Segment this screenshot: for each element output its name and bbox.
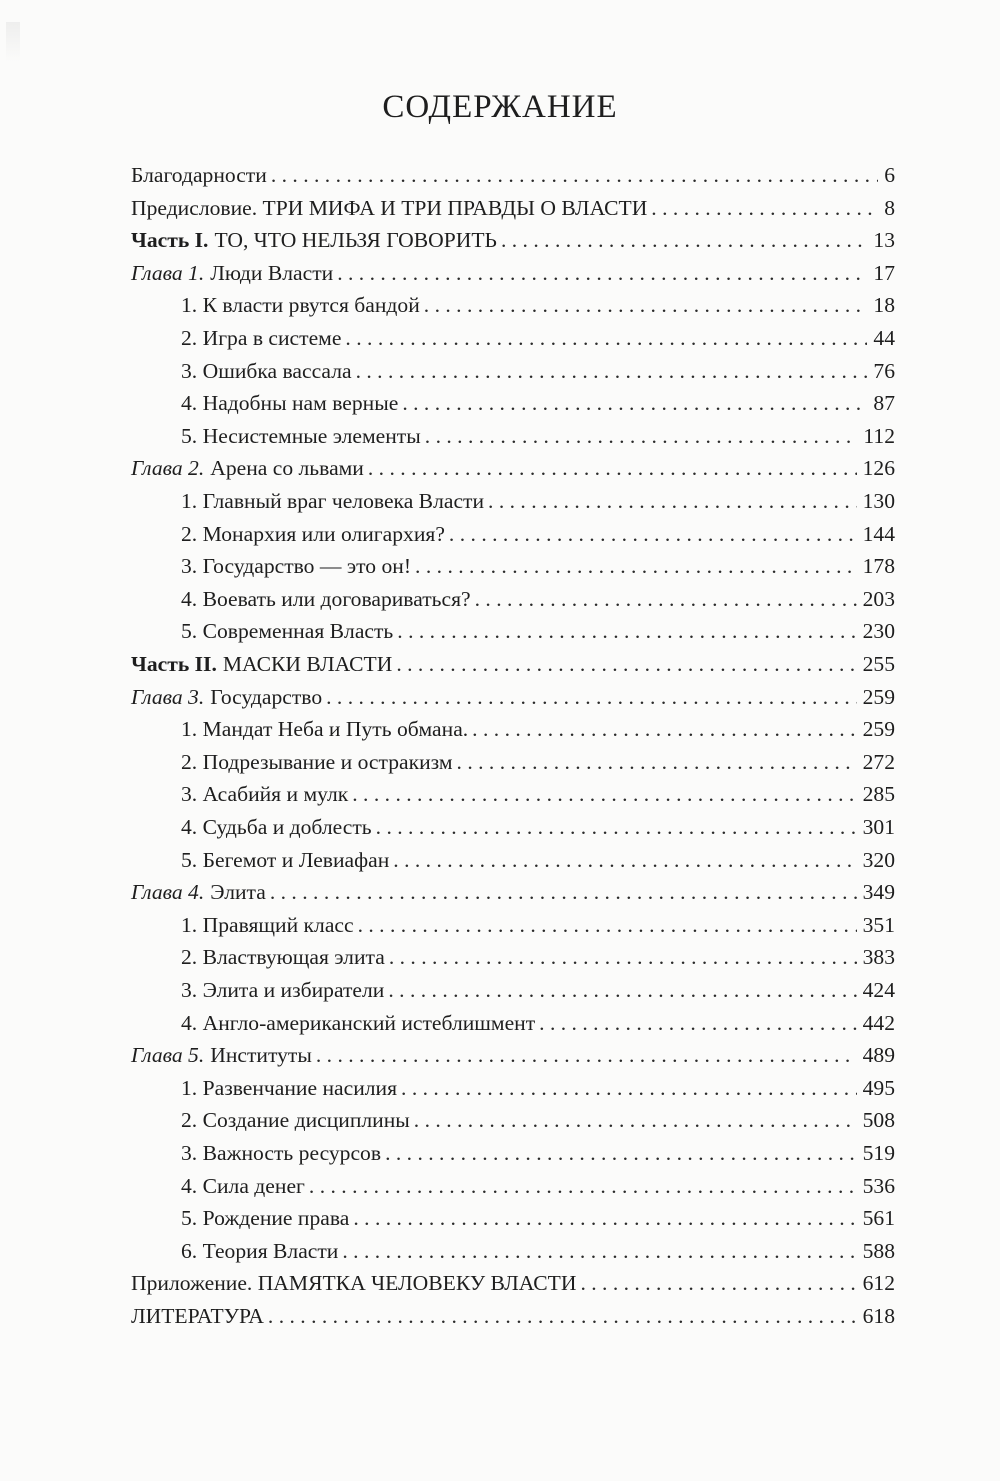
toc-entry-title: Предисловие. ТРИ МИФА И ТРИ ПРАВДЫ О ВЛАСТИ <box>131 195 648 220</box>
part-label: Часть I. <box>131 228 209 253</box>
toc-entry <box>131 158 895 192</box>
toc-entry-title: 5. Современная Власть <box>181 619 394 644</box>
dot-leader <box>388 973 856 1007</box>
toc-entry-page-number: 495 <box>862 1075 895 1100</box>
toc-entry <box>181 517 895 551</box>
dot-leader <box>457 745 857 779</box>
dot-leader <box>501 223 867 257</box>
toc-entry-title: 1. Главный враг человека Власти <box>181 489 485 513</box>
toc-entry-page-number: 320 <box>862 847 895 872</box>
toc-entry <box>181 1169 895 1203</box>
dot-leader <box>316 1038 857 1072</box>
toc-entry <box>131 256 895 290</box>
toc-entry-title: 4. Судьба и доблесть <box>181 815 372 839</box>
toc-entry <box>181 288 895 322</box>
toc-entry <box>181 810 895 844</box>
toc-entry <box>131 1266 895 1300</box>
toc-entry-title: ТО, ЧТО НЕЛЬЗЯ ГОВОРИТЬ <box>214 228 497 253</box>
toc-entry <box>181 712 895 746</box>
toc-entry <box>181 484 895 518</box>
dot-leader <box>396 647 856 681</box>
toc-entry-page-number: 6 <box>884 163 895 187</box>
toc-entry-page-number: 612 <box>862 1271 895 1296</box>
toc-entry-title: 2. Монархия или олигархия? <box>181 521 445 546</box>
toc-entry-title: 2. Подрезывание и остракизм <box>181 749 453 774</box>
toc-entry-page-number: 272 <box>862 749 895 774</box>
toc-entry-title: 5. Бегемот и Левиафан <box>181 847 390 872</box>
toc-entry <box>181 940 895 974</box>
dot-leader <box>352 777 856 811</box>
toc-entry-page-number: 44 <box>873 326 895 350</box>
toc-entry-page-number: 17 <box>873 260 895 285</box>
toc-entry <box>131 223 895 257</box>
dot-leader <box>475 582 857 616</box>
toc-entry-page-number: 508 <box>862 1108 895 1133</box>
toc-entry-page-number: 561 <box>862 1206 895 1231</box>
toc-entry-page-number: 259 <box>862 684 895 709</box>
toc-entry-title: 5. Рождение права <box>181 1206 350 1231</box>
dot-leader <box>472 712 856 746</box>
toc-entry-page-number: 588 <box>862 1238 895 1263</box>
dot-leader <box>651 191 878 225</box>
toc-entry-page-number: 144 <box>862 521 895 546</box>
chapter-label: Глава 5. <box>131 1043 205 1068</box>
dot-leader <box>337 256 867 290</box>
toc-entry-title: 1. Правящий класс <box>181 912 354 937</box>
dot-leader <box>415 549 857 583</box>
toc-entry <box>131 1038 895 1072</box>
toc-entry-page-number: 87 <box>873 391 895 416</box>
toc-entry-page-number: 203 <box>862 586 895 611</box>
toc-entry-title: Приложение. ПАМЯТКА ЧЕЛОВЕКУ ВЛАСТИ <box>131 1271 577 1296</box>
toc-entry-page-number: 18 <box>873 293 895 318</box>
chapter-label: Глава 1. <box>131 260 205 285</box>
page-title: СОДЕРЖАНИЕ <box>382 89 618 125</box>
toc-entry-page-number: 536 <box>862 1173 895 1198</box>
toc-entry-title: 1. К власти рвутся бандой <box>181 293 420 318</box>
toc-entry-title: 5. Несистемные элементы <box>181 423 421 448</box>
dot-leader <box>345 321 867 355</box>
toc-entry-title: МАСКИ ВЛАСТИ <box>222 652 393 676</box>
dot-leader <box>414 1103 857 1137</box>
dot-leader <box>449 517 857 551</box>
dot-leader <box>385 1136 857 1170</box>
toc-entry-page-number: 424 <box>862 978 895 1002</box>
toc-entry <box>181 1234 895 1268</box>
dot-leader <box>393 843 856 877</box>
dot-leader <box>358 908 857 942</box>
toc-entry <box>181 1201 895 1235</box>
chapter-label: Глава 3. <box>131 684 205 709</box>
toc-entry-title: 4. Надобны нам верные <box>181 391 399 416</box>
toc-entry <box>181 973 895 1007</box>
toc-entry-title: Люди Власти <box>210 260 334 285</box>
toc-entry-page-number: 130 <box>862 489 895 513</box>
toc-entry <box>181 908 895 942</box>
dot-leader <box>424 288 868 322</box>
dot-leader <box>326 680 856 714</box>
toc-entry-title: 3. Элита и избиратели <box>181 978 385 1002</box>
toc-entry-page-number: 178 <box>862 554 895 579</box>
toc-entry-page-number: 76 <box>873 358 895 383</box>
toc-entry <box>181 1103 895 1137</box>
dot-leader <box>389 940 857 974</box>
toc-entry-title: 2. Создание дисциплины <box>181 1108 410 1133</box>
toc-entry-title: Элита <box>210 880 266 905</box>
toc-entry-page-number: 126 <box>862 456 895 481</box>
toc-entry-title: 2. Игра в системе <box>181 326 342 350</box>
toc-entry <box>131 1299 895 1333</box>
dot-leader <box>425 419 858 453</box>
part-label: Часть II. <box>131 652 217 676</box>
toc-entry <box>181 354 895 388</box>
toc-entry <box>131 191 895 225</box>
toc-entry-page-number: 112 <box>863 423 895 448</box>
toc-entry-page-number: 8 <box>884 195 895 220</box>
toc-entry-title: 4. Сила денег <box>181 1173 305 1198</box>
toc-entry-title: 1. Мандат Неба и Путь обмана. <box>181 717 469 742</box>
toc-entry-title: ЛИТЕРАТУРА <box>131 1304 264 1328</box>
toc-entry <box>181 549 895 583</box>
toc-entry <box>181 321 895 355</box>
toc-entry-title: Институты <box>210 1043 312 1068</box>
toc-entry <box>131 680 895 714</box>
dot-leader <box>270 875 857 909</box>
toc-entry <box>181 582 895 616</box>
page-edge-shadow <box>6 22 20 62</box>
toc-entry-page-number: 489 <box>862 1043 895 1068</box>
toc-entry <box>181 1006 895 1040</box>
dot-leader <box>342 1234 856 1268</box>
toc-entry-page-number: 301 <box>862 815 895 839</box>
toc-entry <box>131 647 895 681</box>
dot-leader <box>488 484 857 518</box>
toc-entry <box>131 451 895 485</box>
dot-leader <box>353 1201 856 1235</box>
toc-entry-page-number: 255 <box>862 652 895 676</box>
dot-leader <box>368 451 857 485</box>
toc-entry-page-number: 442 <box>862 1010 895 1035</box>
toc-entry <box>181 614 895 648</box>
toc-entry-page-number: 618 <box>862 1304 895 1328</box>
toc-entry <box>181 777 895 811</box>
toc-entry-page-number: 259 <box>862 717 895 742</box>
dot-leader <box>376 810 857 844</box>
toc-entry-page-number: 285 <box>862 782 895 807</box>
dot-leader <box>309 1169 857 1203</box>
toc-entry <box>181 1071 895 1105</box>
toc-entry-title: 2. Властвующая элита <box>181 945 385 970</box>
toc-entry-title: 3. Асабийя и мулк <box>181 782 349 807</box>
dot-leader <box>539 1006 856 1040</box>
toc-entry <box>181 419 895 453</box>
toc-entry <box>181 745 895 779</box>
toc-entry-title: 3. Ошибка вассала <box>181 358 352 383</box>
toc-entry-page-number: 230 <box>862 619 895 644</box>
toc-entry <box>131 875 895 909</box>
dot-leader <box>580 1266 856 1300</box>
toc-entry-title: Благодарности <box>131 163 267 187</box>
toc-entry-page-number: 13 <box>873 228 895 253</box>
toc-entry-title: 6. Теория Власти <box>181 1238 339 1263</box>
toc-entry <box>181 1136 895 1170</box>
chapter-label: Глава 2. <box>131 456 205 481</box>
toc-entry-page-number: 519 <box>862 1141 895 1165</box>
toc-entry-title: 3. Важность ресурсов <box>181 1141 382 1165</box>
toc-entry <box>181 843 895 877</box>
toc-entry-title: 1. Развенчание насилия <box>181 1075 398 1100</box>
dot-leader <box>356 354 868 388</box>
toc-entry-title: Арена со львами <box>210 456 364 481</box>
toc-entry-page-number: 383 <box>862 945 895 970</box>
toc-entry-page-number: 349 <box>862 880 895 905</box>
toc-entry-title: Государство <box>210 684 323 709</box>
toc-entry <box>181 386 895 420</box>
toc-entry-title: 4. Воевать или договариваться? <box>181 586 471 611</box>
toc-entry-title: 4. Англо-американский истеблишмент <box>181 1010 536 1035</box>
dot-leader <box>397 614 856 648</box>
dot-leader <box>402 386 867 420</box>
toc-entry-title: 3. Государство — это он! <box>181 554 412 579</box>
toc-entry-page-number: 351 <box>862 912 895 937</box>
dot-leader <box>271 158 878 192</box>
dot-leader <box>268 1299 857 1333</box>
chapter-label: Глава 4. <box>131 880 205 905</box>
dot-leader <box>401 1071 857 1105</box>
